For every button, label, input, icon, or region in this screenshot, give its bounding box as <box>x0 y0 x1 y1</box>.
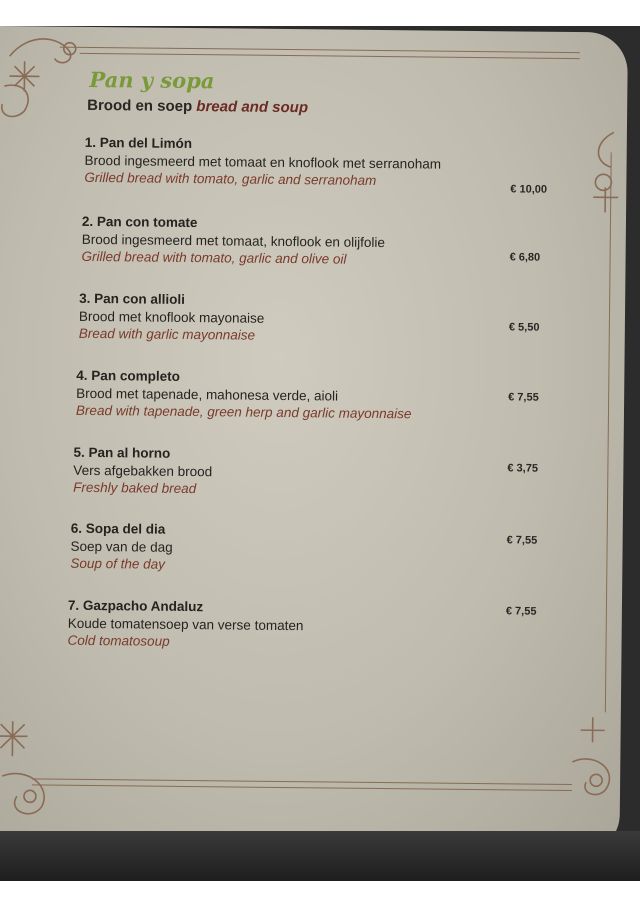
menu-item <box>76 368 412 422</box>
menu-item-name: 5. Pan al horno <box>73 444 171 461</box>
menu-item-name: 4. Pan completo <box>76 367 180 384</box>
menu-item-description-nl: Brood ingesmeerd met tomaat en knoflook met serranoham <box>84 152 442 172</box>
menu-item-name: 3. Pan con allioli <box>79 290 186 307</box>
currency-symbol: € <box>509 251 516 264</box>
menu-item-description-nl: Vers afgebakken brood <box>73 462 213 480</box>
currency-symbol: € <box>507 462 514 475</box>
menu-item-description-nl: Brood met knoflook mayonaise <box>78 308 265 326</box>
scroll-ornament-bottom-right-icon <box>562 712 621 813</box>
currency-symbol: € <box>505 605 513 618</box>
menu-item-description-nl: Koude tomatensoep van verse tomaten <box>67 615 304 634</box>
menu-item-description-en: Cold tomatosoup <box>67 632 170 649</box>
menu-item-description-en: Grilled bread with tomato, garlic and olive oil <box>81 248 347 267</box>
menu-item-description-en: Freshly baked bread <box>73 479 197 497</box>
frame-line-top-inner <box>80 53 580 59</box>
menu-item <box>79 291 265 343</box>
menu-item-name: 7. Gazpacho Andaluz <box>67 597 204 615</box>
menu-item-price: € 7,55 <box>505 605 537 618</box>
menu-item-price: € 10,00 <box>510 183 548 196</box>
menu-item-description-nl: Soep van de dag <box>70 538 173 555</box>
menu-item-name: 6. Sopa del dia <box>70 520 166 537</box>
scroll-ornament-bottom-left-icon <box>0 716 83 837</box>
menu-item-description-en: Soup of the day <box>70 555 166 572</box>
menu-item <box>73 445 212 496</box>
frame-line-top <box>60 47 580 53</box>
menu-page <box>0 26 628 855</box>
menu-item-description-en: Bread with tapenade, green herp and garlic mayonnaise <box>75 402 412 422</box>
menu-item-description-en: Bread with garlic mayonnaise <box>78 325 256 343</box>
section-subtitle <box>87 97 308 116</box>
menu-item-description-nl: Brood ingesmeerd met tomaat, knoflook en olijfolie <box>81 231 386 251</box>
menu-item-name: 1. Pan del Limón <box>84 134 193 152</box>
menu-item <box>82 214 386 267</box>
menu-item <box>84 135 441 189</box>
currency-symbol: € <box>508 391 515 404</box>
menu-item-price: € 7,55 <box>506 534 538 547</box>
menu-item-price: € 6,80 <box>509 251 541 264</box>
menu-item-description-nl: Brood met tapenade, mahonesa verde, aioli <box>76 385 339 404</box>
section-subtitle-en: bread and soup <box>196 98 309 117</box>
menu-photo <box>0 26 640 881</box>
section-title: Pan y sopa <box>89 66 215 94</box>
frame-line-right <box>605 152 612 712</box>
menu-item <box>67 598 303 650</box>
currency-symbol: € <box>510 183 517 196</box>
menu-item-price: € 5,50 <box>508 321 540 334</box>
menu-item-price: € 7,55 <box>508 391 539 404</box>
scroll-ornament-top-right-icon <box>573 127 624 218</box>
menu-item-name: 2. Pan con tomate <box>81 213 198 231</box>
section-subtitle-nl: Brood en soep <box>87 96 193 116</box>
scroll-ornament-top-left-icon <box>0 26 90 137</box>
table-surface <box>0 831 640 881</box>
currency-symbol: € <box>508 321 516 334</box>
currency-symbol: € <box>506 534 513 547</box>
menu-item-description-en: Grilled bread with tomato, garlic and serranoham <box>84 169 377 188</box>
menu-item-price: € 3,75 <box>507 462 539 475</box>
frame-line-bottom <box>32 778 572 785</box>
frame-line-bottom-inner <box>32 784 572 791</box>
menu-item <box>70 521 173 572</box>
